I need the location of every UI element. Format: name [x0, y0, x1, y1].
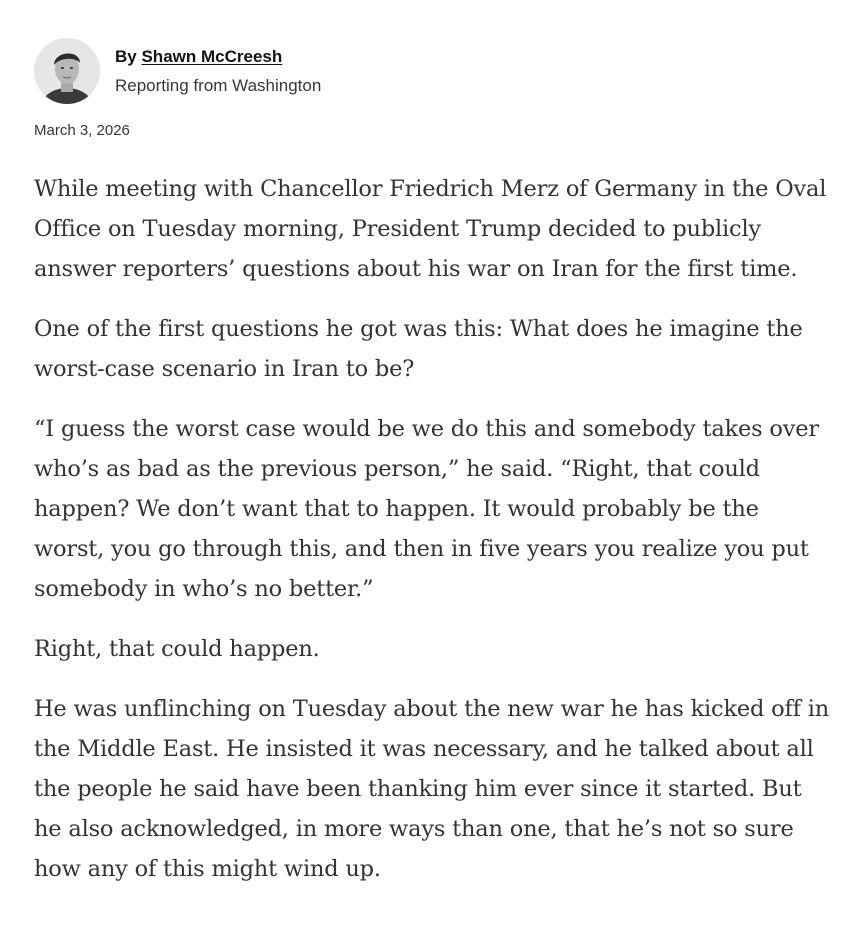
author-name-link[interactable]: Shawn McCreesh: [141, 46, 283, 66]
article-body: [34, 169, 834, 909]
article-paragraph: He was unflinching on Tuesday about the new war he has kicked off in the Middle East. He insisted it was necessary, and he talked about all the people he said have been thanking him ever since it started. But he also acknowledged, in more ways than one, that he’s not so sure how any of this might wind up.: [34, 696, 830, 882]
article-paragraph: “I guess the worst case would be we do this and somebody takes over who’s as bad as the previous person,” he said. “Right, that could happen? We don’t want that to happen. It would probably be the worst, you go through this, and then in five years you realize you put somebody in who’s no better.”: [34, 416, 819, 602]
article-paragraph: While meeting with Chancellor Friedrich Merz of Germany in the Oval Office on Tuesday morning, President Trump decided to publicly answer reporters’ questions about his war on Iran for the first time.: [34, 176, 827, 282]
reporting-location: Reporting from Washington: [115, 75, 322, 95]
article-paragraph: One of the first questions he got was this: What does he imagine the worst-case scenario in Iran to be?: [34, 316, 803, 382]
article-paragraph: Right, that could happen.: [34, 636, 320, 662]
byline-block: [34, 38, 321, 104]
author-avatar[interactable]: [34, 38, 100, 104]
author-headshot-icon: [34, 38, 100, 104]
byline-prefix: By: [115, 46, 142, 66]
publish-date: March 3, 2026: [34, 122, 130, 139]
byline-text: [115, 46, 321, 97]
byline: [115, 46, 321, 68]
